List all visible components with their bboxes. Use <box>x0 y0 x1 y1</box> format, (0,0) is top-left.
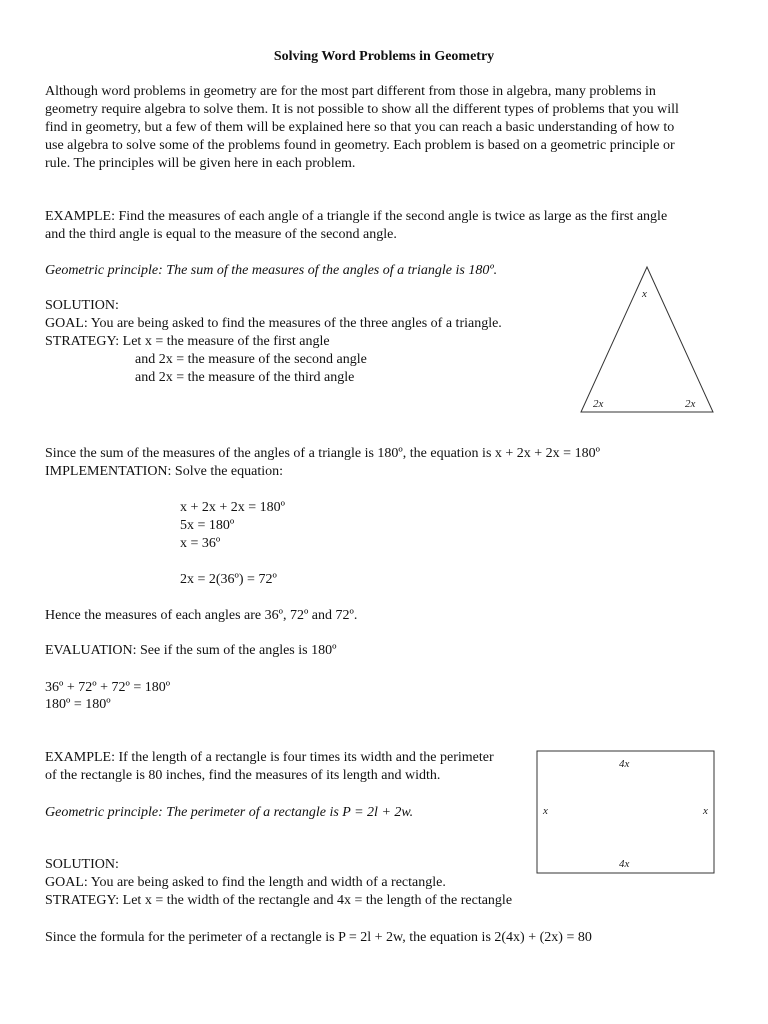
rect-label-right: x <box>703 805 708 817</box>
check-line: 180º = 180º <box>45 697 111 712</box>
intro-line: rule. The principles will be given here in each problem. <box>45 156 356 171</box>
example2-principle: Geometric principle: The perimeter of a rectangle is P = 2l + 2w. <box>45 805 414 820</box>
intro-line: geometry require algebra to solve them. It is not possible to show all the different types of problems that you will <box>45 102 679 117</box>
triangle-diagram <box>575 262 720 417</box>
example2-goal: GOAL: You are being asked to find the length and width of a rectangle. <box>45 875 446 890</box>
rect-label-left: x <box>543 805 548 817</box>
triangle-label-left: 2x <box>593 398 604 410</box>
equation-line: x + 2x + 2x = 180º <box>180 500 286 515</box>
rectangle-diagram <box>536 750 716 875</box>
equation-line: x = 36º <box>180 536 221 551</box>
example1-strategy-third: and 2x = the measure of the third angle <box>135 370 355 385</box>
example1-line: EXAMPLE: Find the measures of each angle of a triangle if the second angle is twice as large as the first angle <box>45 209 668 224</box>
example2-line: EXAMPLE: If the length of a rectangle is four times its width and the perimeter <box>45 750 494 765</box>
intro-line: Although word problems in geometry are for the most part different from those in algebra, many problems in <box>45 84 656 99</box>
check-line: 36º + 72º + 72º = 180º <box>45 680 171 695</box>
example1-strategy: STRATEGY: Let x = the measure of the first angle <box>45 334 330 349</box>
rect-label-bottom: 4x <box>619 858 630 870</box>
example1-statement <box>45 208 724 244</box>
example1-goal: GOAL: You are being asked to find the measures of the three angles of a triangle. <box>45 316 502 331</box>
example1-equation-setup: Since the sum of the measures of the angles of a triangle is 180º, the equation is x + 2x + 2x = 180º <box>45 446 600 461</box>
example1-evaluation: EVALUATION: See if the sum of the angles is 180º <box>45 643 337 658</box>
example1-strategy-second: and 2x = the measure of the second angle <box>135 352 367 367</box>
equation-line: 2x = 2(36º) = 72º <box>180 572 277 587</box>
example1-result: Hence the measures of each angles are 36º, 72º and 72º. <box>45 608 358 623</box>
triangle-label-top: x <box>642 288 647 300</box>
equation-line: 5x = 180º <box>180 518 235 533</box>
example2-equation-setup: Since the formula for the perimeter of a rectangle is P = 2l + 2w, the equation is 2(4x) + (2x) = 80 <box>45 930 592 945</box>
rect-label-top: 4x <box>619 758 630 770</box>
triangle-shape <box>581 267 713 412</box>
triangle-label-right: 2x <box>685 398 696 410</box>
example2-line: of the rectangle is 80 inches, find the measures of its length and width. <box>45 768 441 783</box>
example1-implementation: IMPLEMENTATION: Solve the equation: <box>45 464 284 479</box>
intro-line: use algebra to solve some of the problems found in geometry. Each problem is based on a geometric principle or <box>45 138 675 153</box>
example2-solution-label: SOLUTION: <box>45 857 119 872</box>
example2-strategy: STRATEGY: Let x = the width of the rectangle and 4x = the length of the rectangle <box>45 893 513 908</box>
example1-solution-label: SOLUTION: <box>45 298 119 313</box>
example1-principle: Geometric principle: The sum of the measures of the angles of a triangle is 180º. <box>45 263 498 278</box>
page-title: Solving Word Problems in Geometry <box>273 49 495 64</box>
example1-line: and the third angle is equal to the measure of the second angle. <box>45 227 397 242</box>
intro-line: find in geometry, but a few of them will be explained here so that you can reach a basic understanding of how to <box>45 120 675 135</box>
intro-paragraph <box>45 83 724 173</box>
